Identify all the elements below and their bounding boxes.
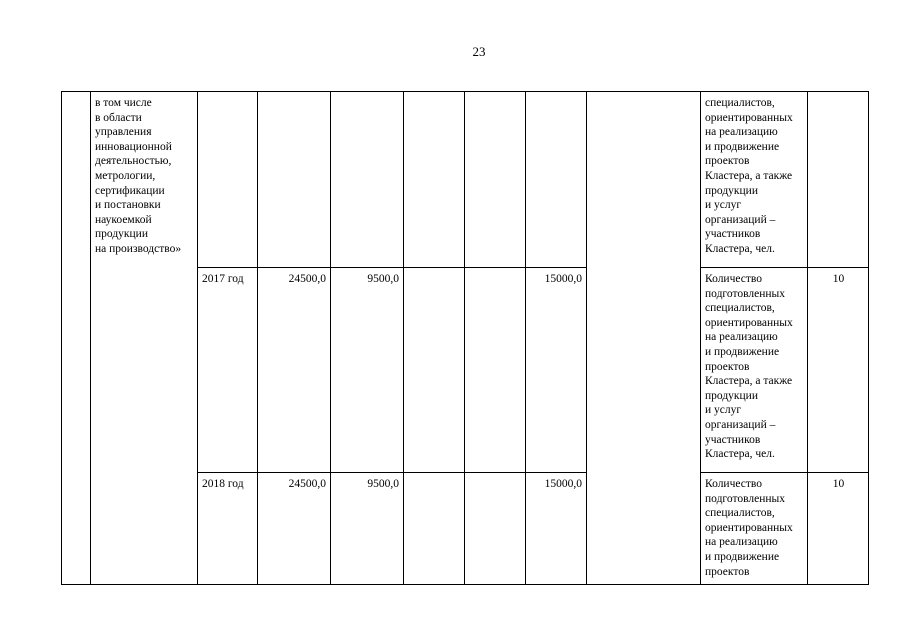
indicator-line: ориентированных bbox=[705, 111, 793, 124]
amount-cell: 9500,0 bbox=[331, 268, 404, 473]
indicator-line: Количество bbox=[705, 273, 762, 285]
amount-cell bbox=[404, 268, 465, 473]
description-cell bbox=[91, 92, 198, 585]
value-cell bbox=[808, 92, 869, 268]
indicator-line: и продвижение bbox=[705, 550, 780, 563]
indicator-line: участников bbox=[705, 433, 761, 446]
description-line: в области bbox=[95, 111, 142, 124]
amount-cell bbox=[526, 92, 587, 268]
indicator-line: специалистов, bbox=[705, 97, 775, 109]
indicator-line: и продвижение bbox=[705, 345, 780, 358]
total-cell: 24500,0 bbox=[258, 473, 331, 585]
indicator-line: специалистов, bbox=[705, 302, 775, 315]
indicator-line: организаций – bbox=[705, 418, 776, 431]
indicator-line: Кластера, а также bbox=[705, 169, 793, 182]
indicator-line: Количество bbox=[705, 478, 762, 490]
indicator-line: подготовленных bbox=[705, 492, 785, 505]
executor-cell bbox=[587, 92, 701, 585]
amount-cell: 15000,0 bbox=[526, 268, 587, 473]
indicator-line: продукции bbox=[705, 389, 758, 402]
description-line: инновационной bbox=[95, 140, 172, 153]
indicator-line: подготовленных bbox=[705, 287, 785, 300]
description-line: на производство» bbox=[95, 242, 182, 255]
total-cell bbox=[258, 92, 331, 268]
description-line: в том числе bbox=[95, 97, 152, 109]
indicator-line: проектов bbox=[705, 565, 750, 578]
amount-cell: 15000,0 bbox=[526, 473, 587, 585]
indicator-line: участников bbox=[705, 228, 761, 241]
amount-cell bbox=[404, 92, 465, 268]
indicator-line: ориентированных bbox=[705, 316, 793, 329]
indicator-cell bbox=[701, 92, 808, 268]
indicator-line: на реализацию bbox=[705, 126, 778, 139]
description-line: наукоемкой bbox=[95, 213, 152, 226]
total-cell: 24500,0 bbox=[258, 268, 331, 473]
amount-cell bbox=[404, 473, 465, 585]
page-number: 23 bbox=[472, 44, 486, 59]
description-line: сертификации bbox=[95, 184, 165, 197]
description-line: и постановки bbox=[95, 199, 161, 212]
table-row bbox=[62, 92, 869, 268]
amount-cell bbox=[465, 92, 526, 268]
row-number-cell bbox=[62, 92, 91, 585]
year-cell bbox=[198, 92, 258, 268]
indicator-line: Кластера, чел. bbox=[705, 448, 775, 461]
description-line: метрологии, bbox=[95, 169, 156, 182]
year-cell: 2017 год bbox=[198, 268, 258, 473]
indicator-cell bbox=[701, 268, 808, 473]
indicator-line: специалистов, bbox=[705, 507, 775, 520]
amount-cell bbox=[331, 92, 404, 268]
indicator-line: на реализацию bbox=[705, 536, 778, 549]
description-line: управления bbox=[95, 126, 152, 139]
indicator-line: и услуг bbox=[705, 199, 742, 212]
indicator-line: и услуг bbox=[705, 404, 742, 417]
indicator-line: Кластера, чел. bbox=[705, 242, 775, 255]
amount-cell: 9500,0 bbox=[331, 473, 404, 585]
indicator-line: организаций – bbox=[705, 213, 776, 226]
program-table bbox=[61, 91, 869, 585]
amount-cell bbox=[465, 268, 526, 473]
value-cell: 10 bbox=[808, 473, 869, 585]
value-cell: 10 bbox=[808, 268, 869, 473]
indicator-cell bbox=[701, 473, 808, 585]
indicator-line: проектов bbox=[705, 155, 750, 168]
indicator-line: проектов bbox=[705, 360, 750, 373]
year-cell: 2018 год bbox=[198, 473, 258, 585]
indicator-line: на реализацию bbox=[705, 331, 778, 344]
amount-cell bbox=[465, 473, 526, 585]
indicator-line: продукции bbox=[705, 184, 758, 197]
indicator-line: ориентированных bbox=[705, 521, 793, 534]
indicator-line: Кластера, а также bbox=[705, 375, 793, 388]
description-line: деятельностью, bbox=[95, 155, 172, 168]
indicator-line: и продвижение bbox=[705, 140, 780, 153]
description-line: продукции bbox=[95, 228, 148, 241]
